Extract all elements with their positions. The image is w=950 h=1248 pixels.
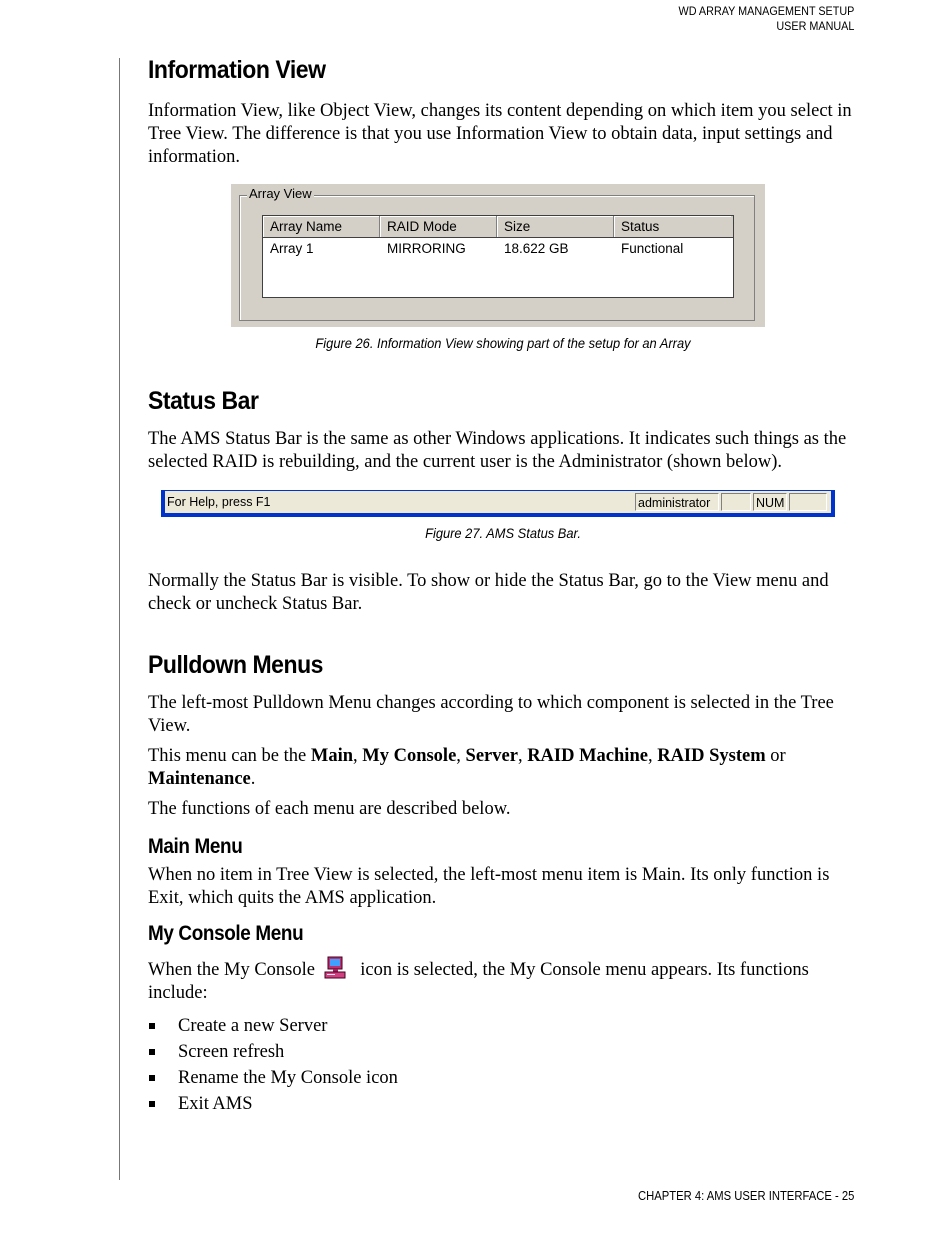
- console-body-before: When the My Console: [148, 960, 320, 980]
- sep: .: [250, 769, 256, 789]
- pulldown-heading: Pulldown Menus: [148, 651, 324, 679]
- status-bar-note-wrap: [148, 570, 858, 616]
- menu-name-my-console: My Console: [362, 746, 457, 766]
- figure26-caption: Figure 26. Information View showing part of the setup for an Array: [315, 335, 691, 351]
- status-scroll-pane: [789, 493, 827, 511]
- bullet-icon: [149, 1023, 155, 1029]
- header-line-2: USER MANUAL: [775, 19, 854, 33]
- console-menu-body-wrap: [148, 956, 858, 1117]
- pulldown-body-2: [148, 745, 858, 791]
- main-menu-body: When no item in Tree View is selected, the left-most menu item is Main. Its only function is Exit, which quits the AMS application.: [148, 865, 830, 908]
- list-item: [148, 1013, 858, 1039]
- cell-raid-mode: MIRRORING: [387, 241, 466, 256]
- status-bar-heading: Status Bar: [148, 387, 259, 415]
- main-menu-section: [148, 835, 858, 859]
- menu-name-server: Server: [465, 746, 518, 766]
- array-list-view[interactable]: [262, 215, 734, 298]
- array-list-header: [263, 216, 733, 238]
- console-menu-body: [148, 956, 858, 1005]
- list-item-text: Create a new Server: [178, 1016, 328, 1036]
- menu-name-raid-machine: RAID Machine: [527, 746, 648, 766]
- running-header: [678, 4, 854, 34]
- pulldown-body-2-prefix: This menu can be the: [148, 746, 311, 766]
- sep: ,: [353, 746, 363, 766]
- column-header-status[interactable]: Status: [614, 216, 731, 237]
- list-item: [148, 1039, 858, 1065]
- status-bar: [165, 491, 831, 513]
- header-line-1: WD ARRAY MANAGEMENT SETUP: [678, 4, 854, 18]
- list-item-text: Exit AMS: [178, 1094, 253, 1114]
- info-view-heading: Information View: [148, 56, 326, 84]
- console-menu-section: [148, 922, 858, 946]
- column-header-raid-mode[interactable]: RAID Mode: [380, 216, 497, 237]
- bullet-icon: [149, 1075, 155, 1081]
- info-view-body-wrap: [148, 100, 858, 169]
- info-view-body: Information View, like Object View, changes its content depending on which item you select in Tree View. The difference is that you use Information View to obtain data, input settings and information.: [148, 101, 852, 167]
- pulldown-section: [148, 651, 858, 680]
- cell-array-name: Array 1: [270, 241, 314, 256]
- status-bar-section: [148, 387, 858, 416]
- margin-rule: [119, 58, 120, 1180]
- main-menu-body-wrap: [148, 864, 858, 910]
- pulldown-body-1: The left-most Pulldown Menu changes according to which component is selected in the Tree View.: [148, 693, 834, 736]
- cell-size: 18.622 GB: [504, 241, 569, 256]
- status-bar-note: Normally the Status Bar is visible. To show or hide the Status Bar, go to the View menu and check or uncheck Status Bar.: [148, 571, 829, 614]
- status-bar-body-wrap: [148, 428, 858, 474]
- info-view-section: [148, 56, 858, 85]
- column-header-array-name[interactable]: Array Name: [263, 216, 380, 237]
- console-body-after: icon is selected, the My Console menu appears. Its functions include:: [148, 960, 809, 1003]
- menu-name-raid-system: RAID System: [657, 746, 766, 766]
- menu-name-main: Main: [310, 746, 353, 766]
- status-num-pane: NUM: [753, 493, 787, 511]
- figure27-caption: Figure 27. AMS Status Bar.: [425, 525, 581, 541]
- array-view-figure: [231, 184, 765, 327]
- pulldown-body-3: The functions of each menu are described below.: [148, 799, 511, 819]
- bullet-icon: [149, 1049, 155, 1055]
- status-bar-figure: [161, 490, 835, 517]
- list-item: [148, 1065, 858, 1091]
- sep: ,: [517, 746, 528, 766]
- column-header-size[interactable]: Size: [497, 216, 614, 237]
- status-user-pane: administrator: [635, 493, 719, 511]
- list-item: [148, 1091, 858, 1117]
- bullet-icon: [149, 1101, 155, 1107]
- status-bar-body: The AMS Status Bar is the same as other Windows applications. It indicates such things as the selected RAID is rebuilding, and the current user is the Administrator (shown below).: [148, 429, 847, 472]
- console-menu-functions: [148, 1013, 858, 1117]
- status-empty-pane: [721, 493, 751, 511]
- list-item-text: Rename the My Console icon: [178, 1068, 398, 1088]
- table-row[interactable]: [263, 238, 733, 260]
- console-menu-heading: My Console Menu: [148, 922, 304, 945]
- pulldown-body-wrap: [148, 692, 858, 821]
- console-computer-icon: [322, 956, 348, 980]
- menu-name-maintenance: Maintenance: [148, 769, 251, 789]
- sep: ,: [647, 746, 658, 766]
- sep: or: [765, 746, 786, 766]
- page-footer: CHAPTER 4: AMS USER INTERFACE - 25: [637, 1189, 854, 1203]
- cell-status: Functional: [621, 241, 684, 256]
- sep: ,: [456, 746, 466, 766]
- list-item-text: Screen refresh: [178, 1042, 285, 1062]
- array-view-group-label: Array View: [249, 186, 312, 201]
- status-help-text: For Help, press F1: [167, 495, 271, 509]
- main-menu-heading: Main Menu: [148, 835, 243, 858]
